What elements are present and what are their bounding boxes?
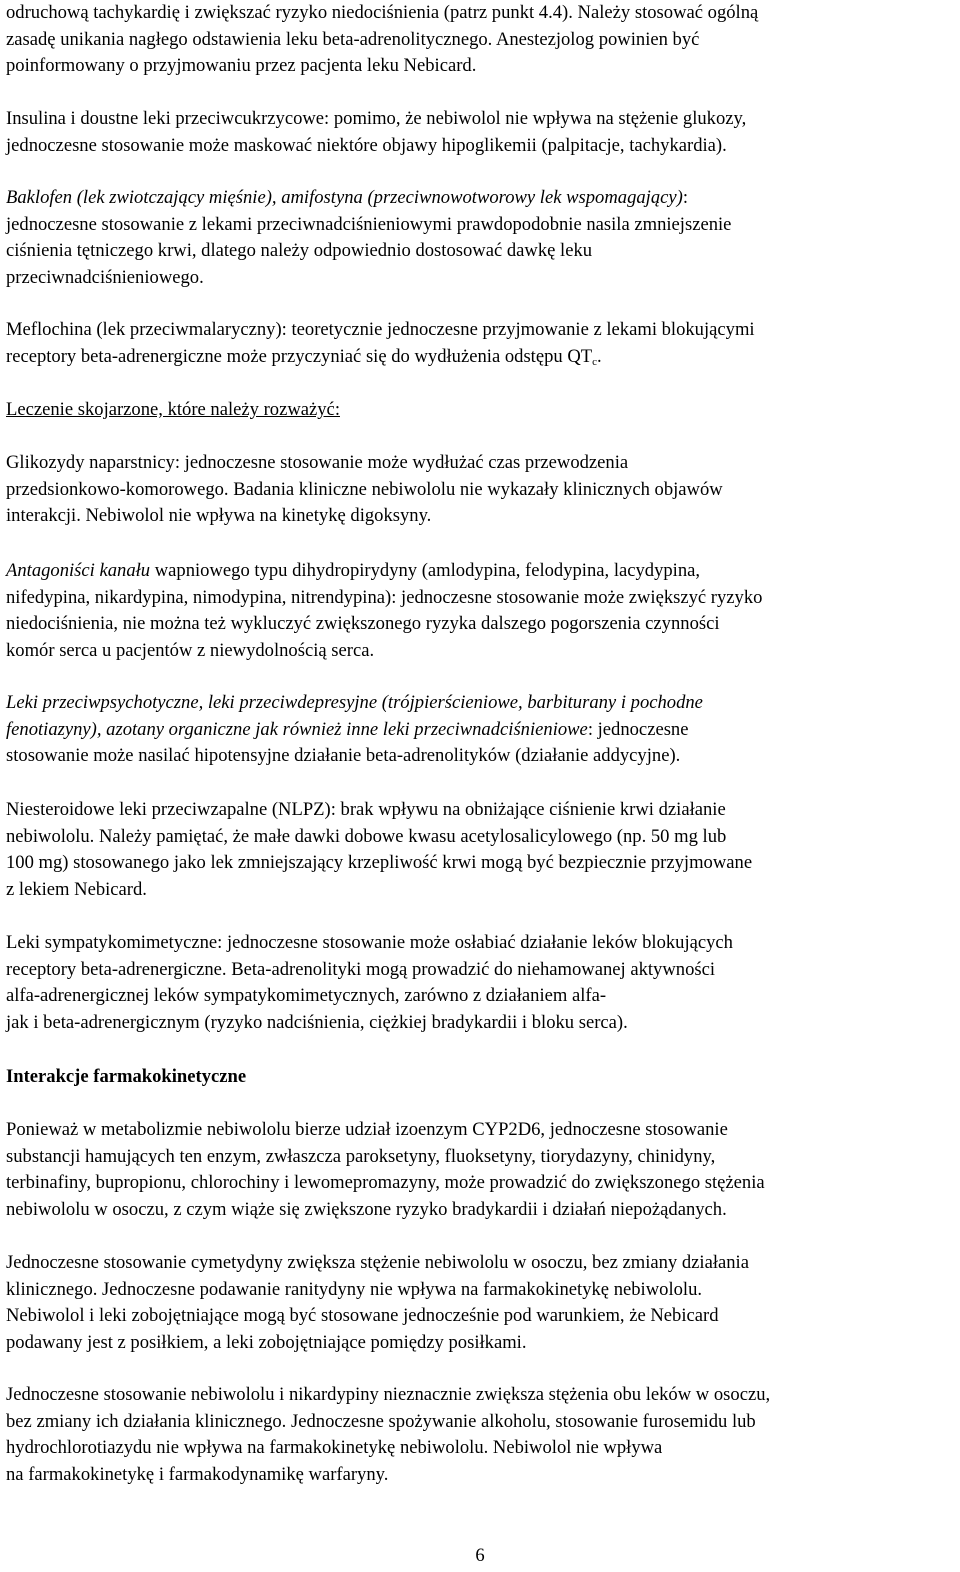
text-line: Jednoczesne stosowanie nebiwololu i nikardypiny nieznacznie zwiększa stężenia obu leków w osoczu, <box>6 1384 771 1405</box>
heading-text: Interakcje farmakokinetyczne <box>6 1066 247 1087</box>
text-line: ciśnienia tętniczego krwi, dlatego należy odpowiednio dostosować dawkę leku <box>6 240 593 261</box>
text-line: Leki sympatykomimetyczne: jednoczesne stosowanie może osłabiać działanie leków blokujących <box>6 932 733 953</box>
text-line <box>6 344 755 371</box>
text-line: jednoczesne stosowanie może maskować niektóre objawy hipoglikemii (palpitacje, tachykardia). <box>6 134 727 156</box>
text-line: jak i beta-adrenergicznym (ryzyko nadciśnienia, ciężkiej bradykardii i bloku serca). <box>6 1011 628 1033</box>
text-line: Nebiwolol i leki zobojętniające mogą być stosowane jednocześnie pod warunkiem, że Nebicard <box>6 1305 719 1326</box>
text-line: odruchową tachykardię i zwiększać ryzyko niedociśnienia (patrz punkt 4.4). Należy stosować ogólną <box>6 2 759 23</box>
subscript: c <box>592 355 598 368</box>
text-line: Leki przeciwpsychotyczne, leki przeciwdepresyjne (trójpierścieniowe, barbiturany i pochodne <box>6 692 703 713</box>
section-heading-pharmacokinetic <box>6 1064 246 1091</box>
text-line: niedociśnienia, nie można też wykluczyć zwiększonego ryzyka dalszego pogorszenia czynności <box>6 613 720 634</box>
paragraph-insulin <box>6 106 746 159</box>
text-fragment: . <box>597 345 602 367</box>
text-line: 100 mg) stosowanego jako lek zmniejszający krzepliwość krwi mogą być bezpiecznie przyjmowane <box>6 852 753 873</box>
text-line: Glikozydy naparstnicy: jednoczesne stosowanie może wydłużać czas przewodzenia <box>6 452 629 473</box>
paragraph-digitalis <box>6 450 723 530</box>
page-number: 6 <box>475 1545 485 1566</box>
text-line: hydrochlorotiazydu nie wpływa na farmakokinetykę nebiwololu. Nebiwolol nie wpływa <box>6 1437 663 1458</box>
paragraph-nsaids <box>6 797 752 903</box>
text-line: klinicznego. Jednoczesne podawanie ranitydyny nie wpływa na farmakokinetykę nebiwololu. <box>6 1278 703 1300</box>
paragraph-calcium-antagonists <box>6 558 762 664</box>
text-line: Insulina i doustne leki przeciwcukrzycowe: pomimo, że nebiwolol nie wpływa na stężenie glukozy, <box>6 108 747 129</box>
text-line: podawany jest z posiłkiem, a leki zobojętniające pomiędzy posiłkami. <box>6 1331 527 1353</box>
text-line: przedsionkowo-komorowego. Badania kliniczne nebiwololu nie wykazały klinicznych objawów <box>6 478 723 500</box>
text-line: komór serca u pacjentów z niewydolnością serca. <box>6 639 375 661</box>
heading-text: Leczenie skojarzone, które należy rozważyć: <box>6 399 340 420</box>
paragraph-nicardipine <box>6 1382 770 1488</box>
text-fragment: wapniowego typu dihydropirydyny (amlodypina, felodypina, lacydypina, <box>150 560 701 581</box>
paragraph-antipsychotics <box>6 690 703 770</box>
paragraph-mefloquine <box>6 317 755 370</box>
paragraph-baclofen <box>6 185 731 291</box>
text-line: Meflochina (lek przeciwmalaryczny): teoretycznie jednoczesne przyjmowanie z lekami blokującymi <box>6 319 755 340</box>
text-line: jednoczesne stosowanie z lekami przeciwnadciśnieniowymi prawdopodobnie nasila zmniejszenie <box>6 213 732 235</box>
text-line: nebiwololu w osoczu, z czym wiąże się zwiększone ryzyko bradykardii i działań niepożądanych. <box>6 1198 727 1220</box>
text-line: alfa-adrenergicznej leków sympatykomimetycznych, zarówno z działaniem alfa- <box>6 985 607 1006</box>
italic-term: Baklofen (lek zwiotczający mięśnie), amifostyna (przeciwnowotworowy lek wspomagający) <box>6 187 683 208</box>
text-line <box>6 717 703 744</box>
text-line: Jednoczesne stosowanie cymetydyny zwiększa stężenie nebiwololu w osoczu, bez zmiany działania <box>6 1252 749 1273</box>
text-line: na farmakokinetykę i farmakodynamikę warfaryny. <box>6 1463 389 1485</box>
text-line: interakcji. Nebiwolol nie wpływa na kinetykę digoksyny. <box>6 505 432 526</box>
text-fragment: receptory beta-adrenergiczne może przyczyniać się do wydłużenia odstępu QT <box>6 345 593 367</box>
text-line: receptory beta-adrenergiczne. Beta-adrenolityki mogą prowadzić do niehamowanej aktywności <box>6 958 716 980</box>
text-line: stosowanie może nasilać hipotensyjne działanie beta-adrenolityków (działanie addycyjne). <box>6 745 681 766</box>
text-line: nebiwololu. Należy pamiętać, że małe dawki dobowe kwasu acetylosalicylowego (np. 50 mg lub <box>6 825 727 847</box>
paragraph-sympathomimetics <box>6 930 733 1036</box>
text-line <box>6 558 762 585</box>
text-line: poinformowany o przyjmowaniu przez pacjenta leku Nebicard. <box>6 55 477 76</box>
paragraph-cyp2d6 <box>6 1117 765 1223</box>
text-line: nifedypina, nikardypina, nimodypina, nitrendypina): jednoczesne stosowanie może zwiększyć ryzyko <box>6 586 763 608</box>
text-line: Niesteroidowe leki przeciwzapalne (NLPZ): brak wpływu na obniżające ciśnienie krwi działanie <box>6 799 726 820</box>
text-fragment: : jednoczesne <box>587 718 689 740</box>
text-line: zasadę unikania nagłego odstawienia leku beta-adrenolitycznego. Anestezjolog powinien być <box>6 28 700 50</box>
section-heading-combination <box>6 397 340 424</box>
text-fragment: : <box>682 187 688 208</box>
text-line <box>6 185 731 212</box>
italic-term: Antagoniści kanału <box>6 560 151 581</box>
paragraph-anesthesia <box>6 0 758 80</box>
italic-term: fenotiazyny), azotany organiczne jak również inne leki przeciwnadciśnieniowe <box>6 718 588 740</box>
text-line: terbinafiny, bupropionu, chlorochiny i lewomepromazyny, może prowadzić do zwiększonego stężenia <box>6 1172 765 1193</box>
text-line: substancji hamujących ten enzym, zwłaszcza paroksetyny, fluoksetyny, tiorydazyny, chinidyny, <box>6 1145 716 1167</box>
text-line: z lekiem Nebicard. <box>6 878 147 900</box>
text-line: przeciwnadciśnieniowego. <box>6 266 204 288</box>
paragraph-cimetidine <box>6 1250 749 1356</box>
text-line: bez zmiany ich działania klinicznego. Jednoczesne spożywanie alkoholu, stosowanie furosemidu lub <box>6 1410 756 1432</box>
text-line: Ponieważ w metabolizmie nebiwololu bierze udział izoenzym CYP2D6, jednoczesne stosowanie <box>6 1119 728 1140</box>
